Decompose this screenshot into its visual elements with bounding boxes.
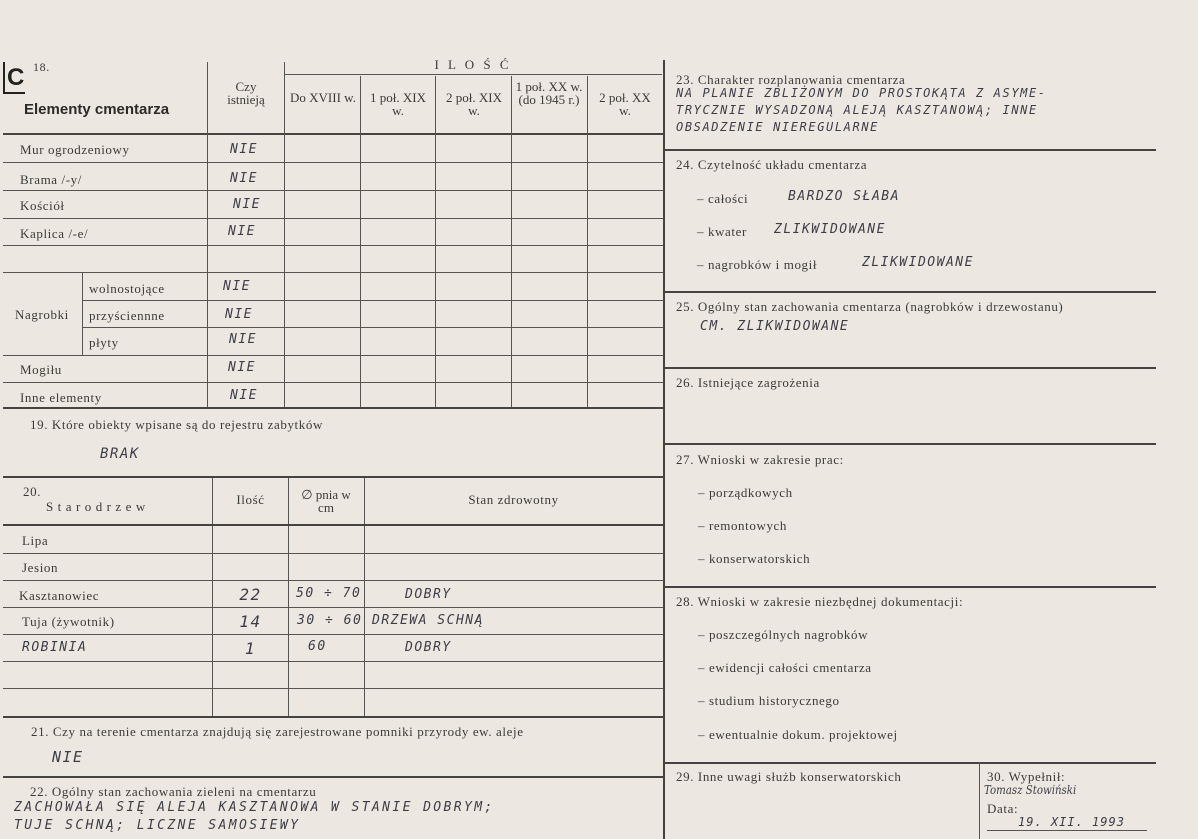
row-label-mur: Mur ogrodzeniowy: [20, 142, 130, 157]
q23-line3: OBSADZENIE NIEREGULARNE: [676, 120, 879, 134]
row-label-przyscienne: przyściennne: [89, 308, 165, 323]
value-inne: NIE: [230, 388, 258, 403]
tree-name-lipa: Lipa: [22, 533, 49, 548]
tree-diam-kasztanowiec: 50 ÷ 70: [296, 586, 362, 601]
table20-health-header: Stan zdrowotny: [468, 492, 559, 507]
q23-line1: NA PLANIE ZBLIŻONYM DO PROSTOKĄTA Z ASYME-: [676, 86, 1047, 100]
tree-health-robinia: DOBRY: [405, 640, 452, 655]
tree-health-kasztanowiec: DOBRY: [405, 587, 452, 602]
tree-name-tuja: Tuja (żywotnik): [22, 614, 115, 629]
q21-label: 21. Czy na terenie cmentarza znajdują się zarejestrowane pomniki przyrody ew. aleje: [31, 724, 524, 739]
table20-title: S t a r o d r z e w: [46, 499, 146, 514]
table20-number: 20.: [23, 484, 42, 499]
value-mur: NIE: [230, 142, 258, 157]
exists-header: Czy istnieją: [227, 79, 265, 107]
tree-name-jesion: Jesion: [22, 560, 59, 575]
table18-title: Elementy cmentarza: [24, 101, 170, 118]
q25-answer: CM. ZLIKWIDOWANE: [700, 319, 850, 334]
q24-item-nagrobkow: – nagrobków i mogił: [697, 257, 818, 272]
q25-label: 25. Ogólny stan zachowania cmentarza (nagrobków i drzewostanu): [676, 299, 1064, 314]
value-plyty: NIE: [229, 332, 257, 347]
q24-label: 24. Czytelność układu cmentarza: [676, 157, 868, 172]
row-label-plyty: płyty: [89, 335, 119, 350]
period-header-1: Do XVIII w.: [290, 90, 356, 105]
table20-count-header: Ilość: [236, 492, 265, 507]
row-label-mogilu: Mogiłu: [20, 362, 62, 377]
tree-name-robinia: ROBINIA: [22, 640, 88, 655]
q30-date-label: Data:: [987, 801, 1019, 816]
q19-answer: BRAK: [100, 446, 140, 462]
q24-answer-kwater: ZLIKWIDOWANE: [774, 222, 886, 237]
tree-count-robinia: 1: [244, 639, 257, 658]
value-kaplica: NIE: [228, 224, 256, 239]
row-label-wolnostojace: wolnostojące: [89, 281, 165, 296]
row-label-kosciol: Kościół: [20, 198, 65, 213]
value-mogilu: NIE: [228, 360, 256, 375]
period-header-5: 2 poł. XX w.: [599, 90, 651, 118]
ilosc-header: I L O Ś Ć: [434, 57, 512, 72]
q30-date: 19. XII. 1993: [1018, 815, 1125, 829]
q28-item-studium: – studium historycznego: [698, 693, 840, 708]
period-header-2: 1 poł. XIX w.: [370, 90, 426, 118]
tree-health-tuja: DRZEWA SCHNĄ: [372, 613, 484, 628]
period-header-3: 2 poł. XIX w.: [446, 90, 502, 118]
q28-item-ewidencji: – ewidencji całości cmentarza: [698, 660, 872, 675]
q27-item-remontowych: – remontowych: [698, 518, 788, 533]
value-brama: NIE: [230, 171, 258, 186]
q24-item-kwater: – kwater: [697, 224, 747, 239]
tree-count-kasztanowiec: 22: [239, 585, 262, 604]
q23-line2: TRYCZNIE WYSADZONĄ ALEJĄ KASZTANOWĄ; INNE: [676, 103, 1038, 117]
q28-label: 28. Wnioski w zakresie niezbędnej dokumentacji:: [676, 594, 964, 609]
tree-diam-tuja: 30 ÷ 60: [297, 613, 363, 628]
q22-label: 22. Ogólny stan zachowania zieleni na cmentarzu: [30, 784, 317, 799]
q30-label: 30. Wypełnił:: [987, 769, 1066, 784]
table20-diameter-header: ∅ pnia w cm: [301, 487, 351, 515]
q23-label: 23. Charakter rozplanowania cmentarza: [676, 72, 906, 87]
section-letter-text: C: [7, 64, 25, 91]
row-label-brama: Brama /-y/: [20, 172, 82, 187]
tree-diam-robinia: 60: [308, 639, 327, 654]
row-label-nagrobki: Nagrobki: [15, 307, 69, 322]
q29-label: 29. Inne uwagi służb konserwatorskich: [676, 769, 902, 784]
period-header-4: 1 poł. XX w. (do 1945 r.): [515, 79, 583, 107]
value-przyscienne: NIE: [225, 307, 253, 322]
q24-item-calosci: – całości: [697, 191, 749, 206]
q27-item-porzadkowych: – porządkowych: [698, 485, 793, 500]
q22-answer-line2: TUJE SCHNĄ; LICZNE SAMOSIEWY: [14, 818, 301, 833]
q19-label: 19. Które obiekty wpisane są do rejestru zabytków: [30, 417, 323, 432]
q26-label: 26. Istniejące zagrożenia: [676, 375, 820, 390]
value-wolnostojace: NIE: [223, 279, 251, 294]
q27-label: 27. Wnioski w zakresie prac:: [676, 452, 844, 467]
section-letter: [3, 62, 25, 94]
q24-answer-nagrobkow: ZLIKWIDOWANE: [862, 255, 974, 270]
q30-signature: Tomasz Stowiński: [984, 783, 1077, 797]
q28-item-nagrobkow: – poszczególnych nagrobków: [698, 627, 869, 642]
q21-answer: NIE: [52, 748, 84, 766]
q27-item-konserwatorskich: – konserwatorskich: [698, 551, 811, 566]
tree-count-tuja: 14: [239, 612, 262, 631]
q24-answer-calosci: BARDZO SŁABA: [788, 189, 900, 204]
tree-name-kasztanowiec: Kasztanowiec: [19, 588, 100, 603]
row-label-kaplica: Kaplica /-e/: [20, 226, 89, 241]
value-kosciol: NIE: [233, 197, 261, 212]
q28-item-projektowej: – ewentualnie dokum. projektowej: [698, 727, 898, 742]
q22-answer-line1: ZACHOWAŁA SIĘ ALEJA KASZTANOWA W STANIE DOBRYM;: [14, 800, 495, 815]
row-label-inne: Inne elementy: [20, 390, 102, 405]
table18-number: 18.: [33, 60, 50, 74]
